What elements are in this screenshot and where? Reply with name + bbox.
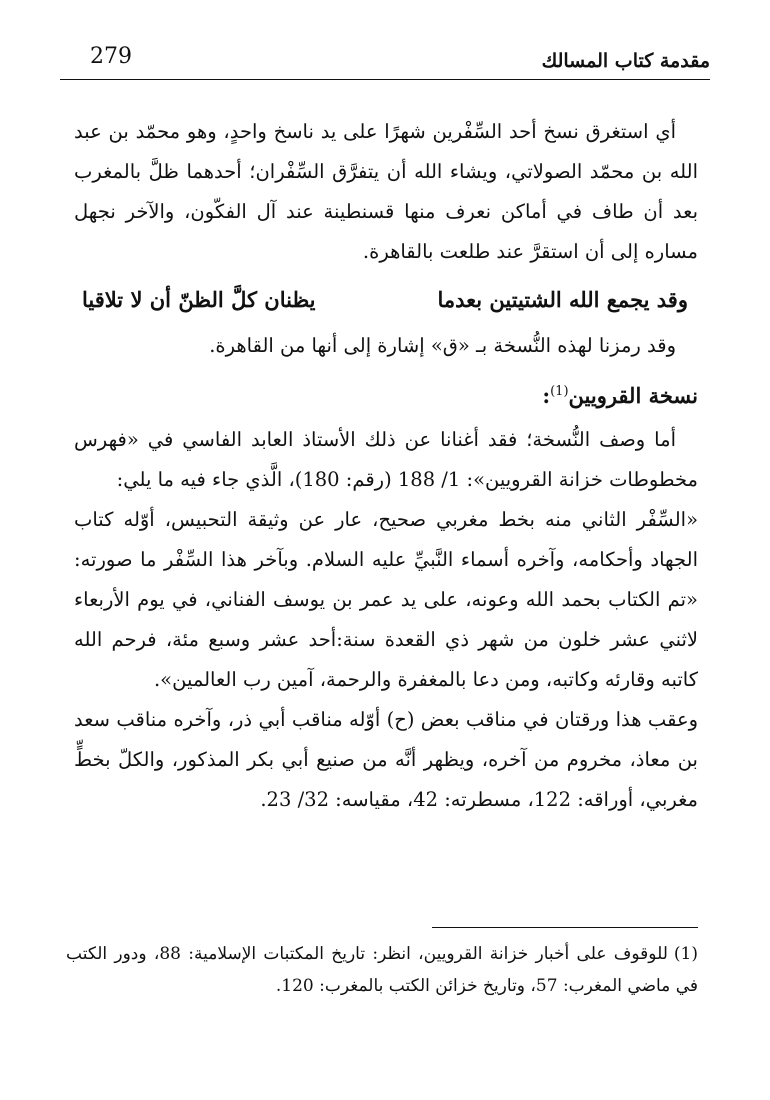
verse-first-hemistich: وقد يجمع الله الشتيتين بعدما xyxy=(437,287,688,312)
paragraph-1: أي استغرق نسخ أحد السِّفْرين شهرًا على يد ناسخ واحدٍ، وهو محمّد بن عبد الله بن محمّد الصولاتي، ويشاء الله أن يتفرَّق السِّفْران؛ أحدهما ظلَّ بالمغرب بعد أن طاف في أماكن نعرف منها قسنطينة عند آل الفكّون، والآخر نجهل مساره إلى أن استقرَّ عند طلعت بالقاهرة. xyxy=(74,120,698,263)
section-heading xyxy=(74,372,698,416)
footnote-1 xyxy=(66,938,698,1002)
running-header xyxy=(60,42,710,76)
paragraph-2: وقد رمزنا لهذه النُّسخة بـ «ق» إشارة إلى أنها من القاهرة. xyxy=(209,334,676,357)
main-text xyxy=(74,112,698,820)
paragraph-5: وعقب هذا ورقتان في مناقب بعض (ح) أوّله مناقب أبي ذر، وآخره مناقب سعد بن معاذ، مخروم من آخره، ويظهر أنَّه من صنيع أبي بكر المذكور، والكلّ بخطٍّ مغربي، أوراقه: 122، مسطرته: 42، مقياسه: 32/ 23. xyxy=(74,708,698,811)
paragraph-3: أما وصف النُّسخة؛ فقد أغنانا عن ذلك الأستاذ العابد الفاسي في «فهرس مخطوطات خزانة القرويين»: 1/ 188 (رقم: 180)، الَّذي جاء فيه ما يلي: xyxy=(74,428,698,491)
page-number: 279 xyxy=(90,44,132,69)
paragraph-4-quotation: «السِّفْر الثاني منه بخط مغربي صحيح، عار عن وثيقة التحبيس، أوّله كتاب الجهاد وأحكامه، وآخره أسماء النَّبيِّ عليه السلام. وبآخر هذا السِّفْر ما صورته: «تم الكتاب بحمد الله وعونه، على يد عمر بن يوسف الفناني، في يوم الأربعاء لاثني عشر خلون من شهر ذي القعدة سنة:أحد عشر وسبع مئة، فرحم الله كاتبه وقارئه وكاتبه، ومن دعا بالمغفرة والرحمة، آمين رب العالمين». xyxy=(74,508,698,691)
header-rule xyxy=(60,79,710,80)
section-heading-colon: : xyxy=(542,383,551,408)
footnote-reference: (1) xyxy=(550,384,569,399)
footnotes xyxy=(66,938,698,1002)
section-heading-text: نسخة القرويين xyxy=(568,383,698,408)
footnote-separator xyxy=(432,927,698,928)
footnote-marker: (1) xyxy=(673,944,698,964)
verse-second-hemistich: يظنان كلَّ الظنّ أن لا تلاقيا xyxy=(82,287,316,312)
poetry-verse xyxy=(74,280,698,320)
footnote-text: للوقوف على أخبار خزانة القرويين، انظر: تاريخ المكتبات الإسلامية: 88، ودور الكتب في ماضي المغرب: 57، وتاريخ خزائن الكتب بالمغرب: 120. xyxy=(66,944,698,996)
header-title: مقدمة كتاب المسالك xyxy=(541,50,710,72)
